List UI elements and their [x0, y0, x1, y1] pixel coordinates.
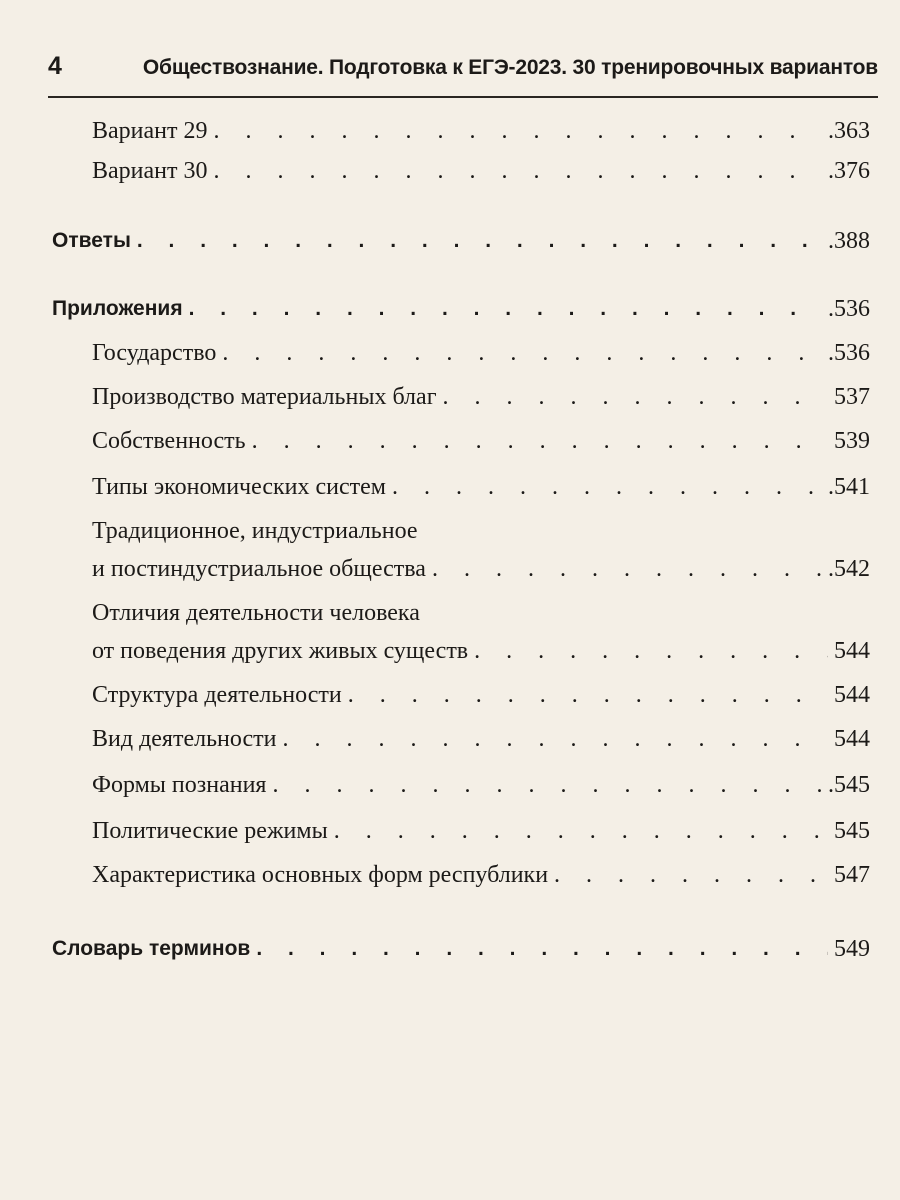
- toc-entry-label: Типы экономических систем: [92, 474, 386, 500]
- toc-entry-page: .542: [828, 556, 870, 582]
- leader-dots: [348, 680, 828, 710]
- toc-entry-page: 539: [834, 428, 870, 454]
- toc-entry-label: от поведения других живых существ: [92, 638, 469, 664]
- toc-entry-societies: [92, 554, 870, 584]
- toc-entry-differences-line1: Отличия деятельности человека: [92, 600, 420, 626]
- toc-entry-page: 547: [834, 862, 870, 888]
- toc-entry-page: .376: [828, 158, 870, 184]
- leader-dots: [282, 724, 828, 754]
- toc-entry-label: Государство: [92, 340, 217, 366]
- toc-entry-label: Вариант 30: [92, 158, 208, 184]
- toc-entry-label: Вид деятельности: [92, 726, 277, 752]
- toc-entry-activity-type: [92, 724, 870, 754]
- page-number: 4: [48, 52, 62, 80]
- toc-entry-page: 549: [834, 936, 870, 962]
- toc-entry-page: .388: [828, 228, 870, 254]
- toc-entry-page: .541: [828, 474, 870, 500]
- toc-entry-property: [92, 426, 870, 456]
- leader-dots: [474, 636, 828, 666]
- toc-entry-variant-30: [92, 156, 870, 186]
- toc-entry-economic-systems: [92, 472, 870, 502]
- toc-section-appendices: [52, 294, 870, 324]
- leader-dots: [214, 156, 823, 186]
- leader-dots: [222, 338, 822, 368]
- toc-entry-state: [92, 338, 870, 368]
- toc-entry-republic-forms: [92, 860, 870, 890]
- toc-section-glossary: [52, 934, 870, 964]
- toc-entry-political-regimes: [92, 816, 870, 846]
- running-header: [48, 52, 878, 81]
- toc-entry-cognition-forms: [92, 770, 870, 800]
- toc-entry-label: и постиндустриальное общества: [92, 556, 426, 582]
- leader-dots: [443, 382, 828, 412]
- toc-entry-activity-structure: [92, 680, 870, 710]
- toc-section-label: Приложения: [52, 297, 183, 320]
- toc-entry-page: 544: [834, 682, 870, 708]
- toc-entry-page: .536: [828, 340, 870, 366]
- toc-entry-label: Структура деятельности: [92, 682, 342, 708]
- toc-entry-production: [92, 382, 870, 412]
- leader-dots: [252, 426, 828, 456]
- toc-section-label: Ответы: [52, 229, 131, 252]
- leader-dots: [554, 860, 828, 890]
- toc-entry-page: 544: [834, 726, 870, 752]
- toc-entry-page: .545: [828, 772, 870, 798]
- toc-entry-label: Собственность: [92, 428, 246, 454]
- toc-entry-label: Политические режимы: [92, 818, 328, 844]
- toc-entry-page: 537: [834, 384, 870, 410]
- leader-dots: [272, 770, 822, 800]
- toc-entry-societies-line1: Традиционное, индустриальное: [92, 518, 418, 544]
- toc-entry-label: Вариант 29: [92, 118, 208, 144]
- leader-dots: [137, 226, 822, 256]
- toc-entry-page: 544: [834, 638, 870, 664]
- book-title: Обществознание. Подготовка к ЕГЭ-2023. 30 тренировочных вариантов: [142, 56, 878, 79]
- header-rule: [48, 96, 878, 98]
- toc-entry-label: Производство материальных благ: [92, 384, 437, 410]
- toc-entry-page: .536: [828, 296, 870, 322]
- leader-dots: [214, 116, 823, 146]
- toc-section-answers: [52, 226, 870, 256]
- leader-dots: [432, 554, 822, 584]
- leader-dots: [256, 934, 828, 964]
- toc-entry-differences: [92, 636, 870, 666]
- leader-dots: [334, 816, 828, 846]
- leader-dots: [392, 472, 822, 502]
- toc-entry-page: 545: [834, 818, 870, 844]
- toc-entry-label: Формы познания: [92, 772, 267, 798]
- toc-section-label: Словарь терминов: [52, 937, 251, 960]
- leader-dots: [189, 294, 822, 324]
- toc-entry-page: .363: [828, 118, 870, 144]
- toc-entry-label: Характеристика основных форм республики: [92, 862, 549, 888]
- toc-entry-variant-29: [92, 116, 870, 146]
